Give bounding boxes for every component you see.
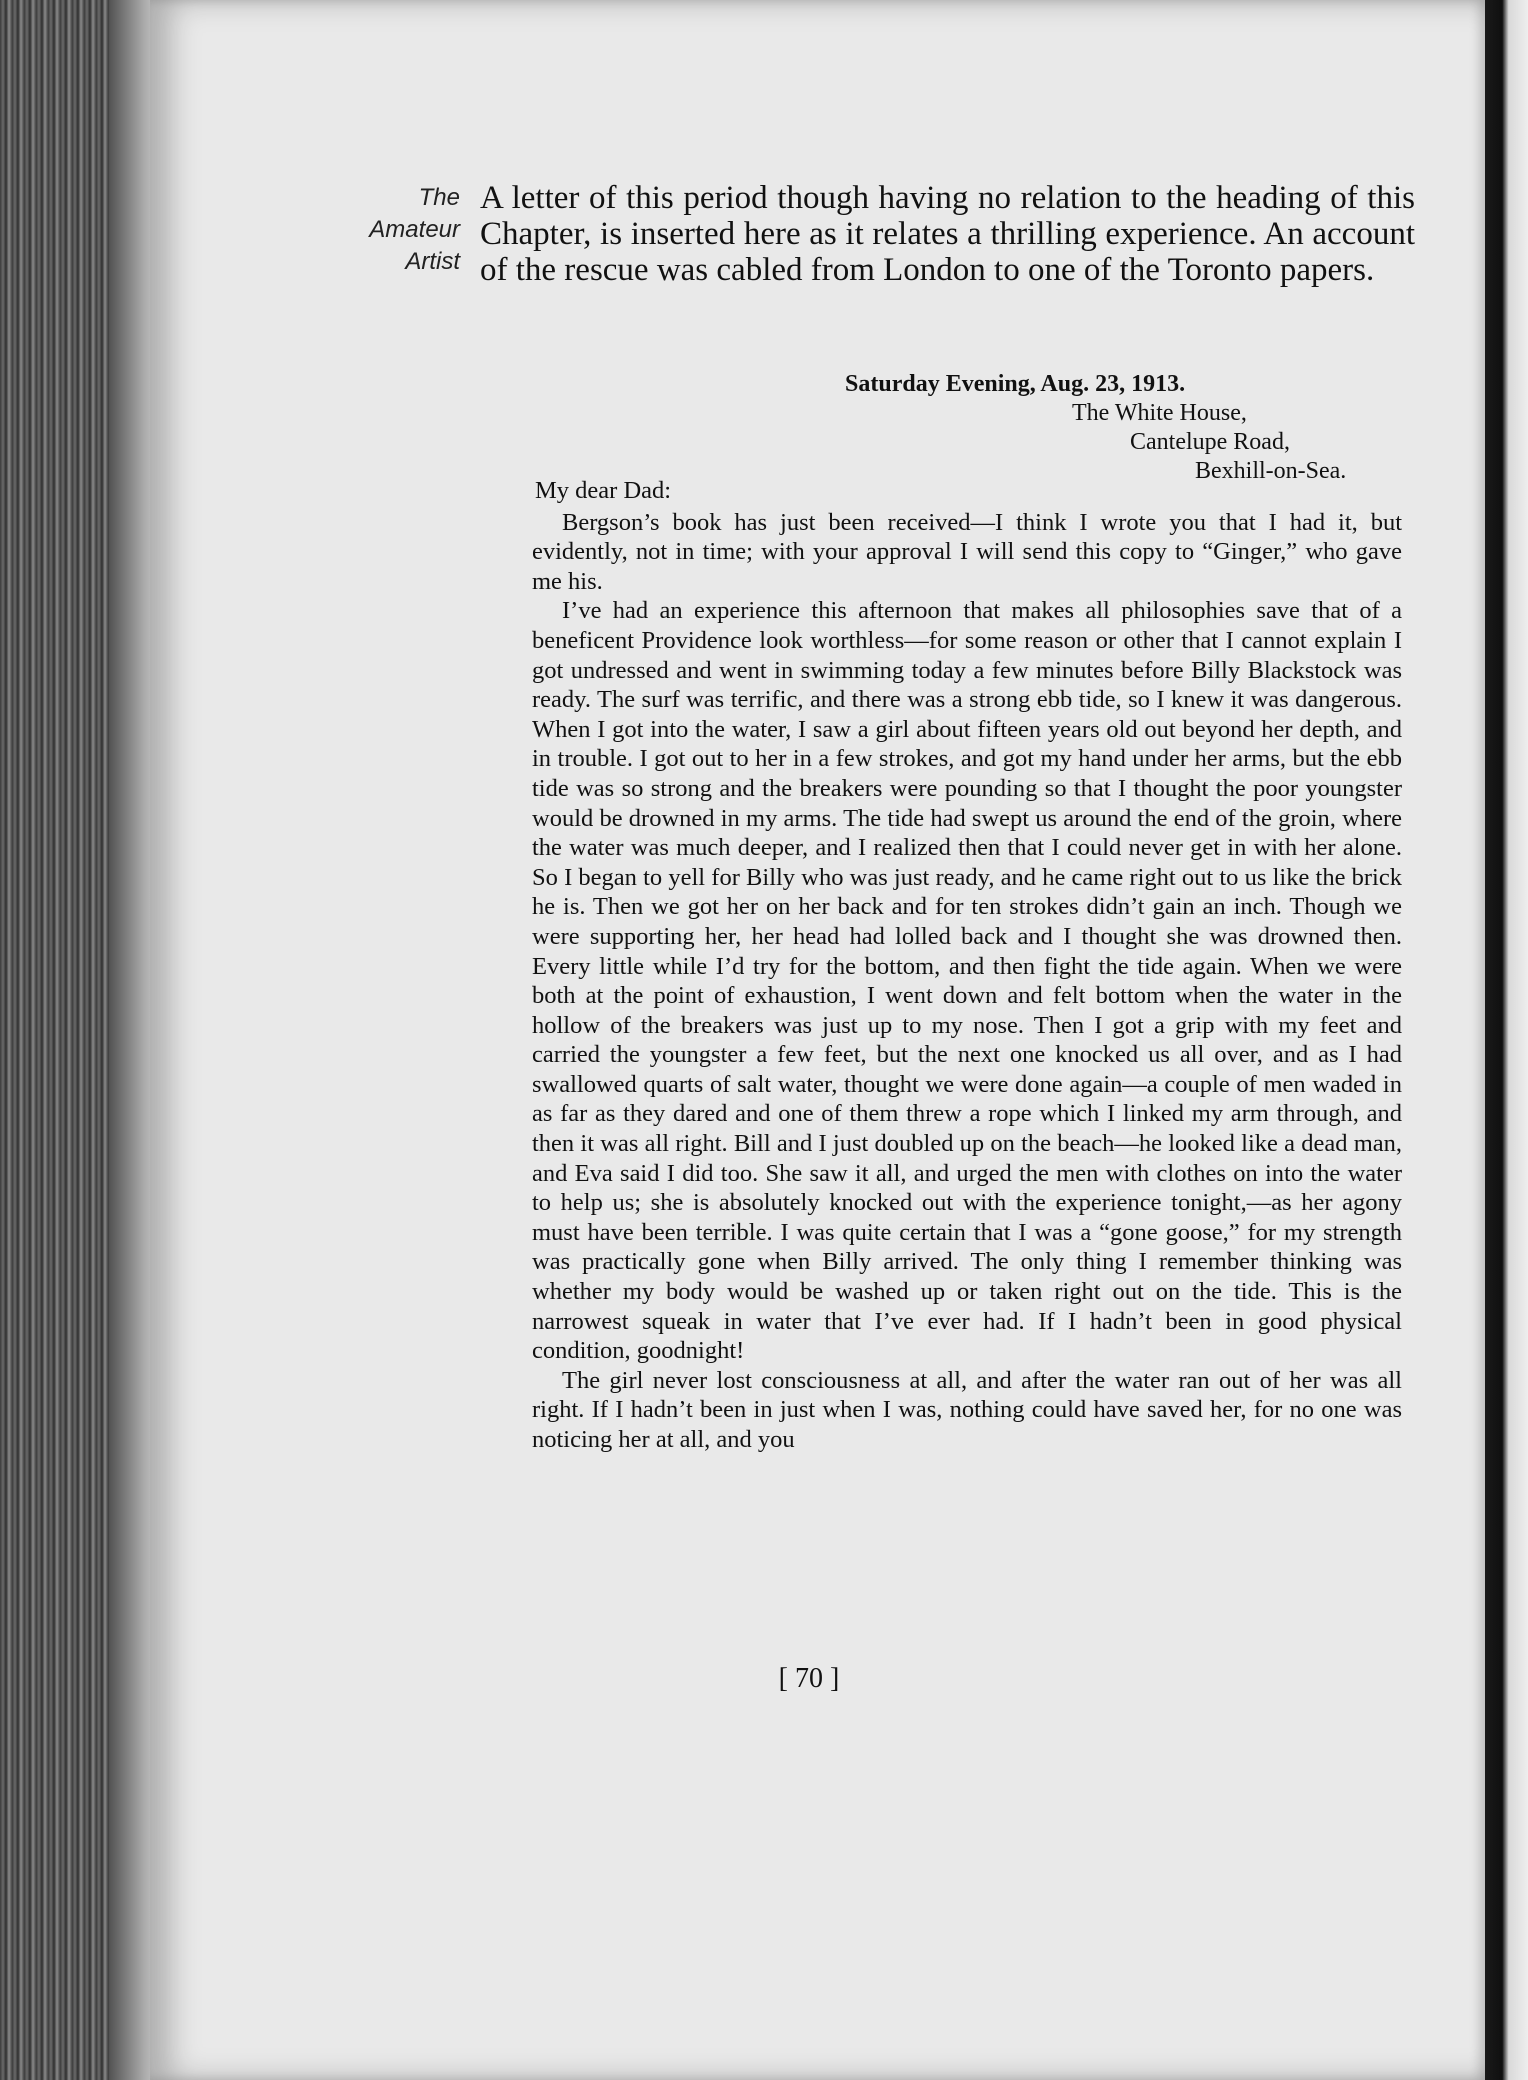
address-line: Bexhill-on-Sea.	[1195, 458, 1347, 484]
book-page-edge-right	[1485, 0, 1528, 2080]
letter-paragraph: Bergson’s book has just been received—I think I wrote you that I had it, but evidently, not in time; with your approval I will send this copy to “Ginger,” who gave me his.	[532, 508, 1402, 595]
letter-salutation: My dear Dad:	[535, 477, 672, 504]
letter-paragraph: I’ve had an experience this afternoon that makes all philosophies save that of a beneficent Providence look worthless—for some reason or other that I cannot explain I got undressed and went in swimming today a few minutes before Billy Blackstock was ready. The surf was terrific, and there was a strong ebb tide, so I knew it was dangerous. When I got into the water, I saw a girl about fifteen years old out beyond her depth, and in trouble. I got out to her in a few strokes, and got my hand under her arms, but the ebb tide was so strong and the breakers were pounding so that I thought the poor youngster would be drowned in my arms. The tide had swept us around the end of the groin, where the water was much deeper, and I realized then that I could never get in with her alone. So I began to yell for Billy who was just ready, and he came right out to us like the brick he is. Then we got her on her back and for ten strokes didn’t gain an inch. Though we were supporting her, her head had lolled back and I thought she was drowned then. Every little while I’d try for the bottom, and then fight the tide again. When we were both at the point of exhaustion, I went down and felt bottom when the water in the hollow of the breakers was just up to my nose. Then I got a grip with my feet and carried the youngster a few feet, but the next one knocked us all over, and as I had swallowed quarts of salt water, thought we were done again—a couple of men waded in as far as they dared and one of them threw a rope which I linked my arm through, and then it was all right. Bill and I just doubled up on the beach—he looked like a dead man, and Eva said I did too. She saw it all, and urged the men with clothes on into the water to help us; she is absolutely knocked out with the experience tonight,—as her agony must have been terrible. I was quite certain that I was a “gone goose,” for my strength was practically gone when Billy arrived. The only thing I remember thinking was whether my body would be washed up or taken right out on the tide. This is the narrowest squeak in water that I’ve ever had. If I hadn’t been in good physical condition, goodnight!	[532, 597, 1402, 1365]
letter-paragraph: The girl never lost consciousness at all, and after the water ran out of her was all right. If I hadn’t been in just when I was, nothing could have saved her, for no one was noticing her at all, and you	[532, 1366, 1402, 1453]
letter-body	[532, 476, 1402, 1455]
margin-note	[300, 182, 460, 278]
margin-note-line: Artist	[405, 248, 460, 275]
address-line: The White House,	[1072, 400, 1247, 426]
intro-paragraph: A letter of this period though having no relation to the heading of this Chapter, is inserted here as it relates a thrilling experience. An account of the rescue was cabled from London to one of the Toronto papers.	[480, 180, 1415, 288]
letter-dateline	[480, 370, 1415, 486]
margin-note-line: The	[418, 184, 460, 211]
page-number: [ 70 ]	[778, 1663, 840, 1694]
address-line: Cantelupe Road,	[1130, 429, 1290, 455]
margin-note-line: Amateur	[369, 216, 460, 243]
letter-date: Saturday Evening, Aug. 23, 1913.	[845, 371, 1186, 397]
